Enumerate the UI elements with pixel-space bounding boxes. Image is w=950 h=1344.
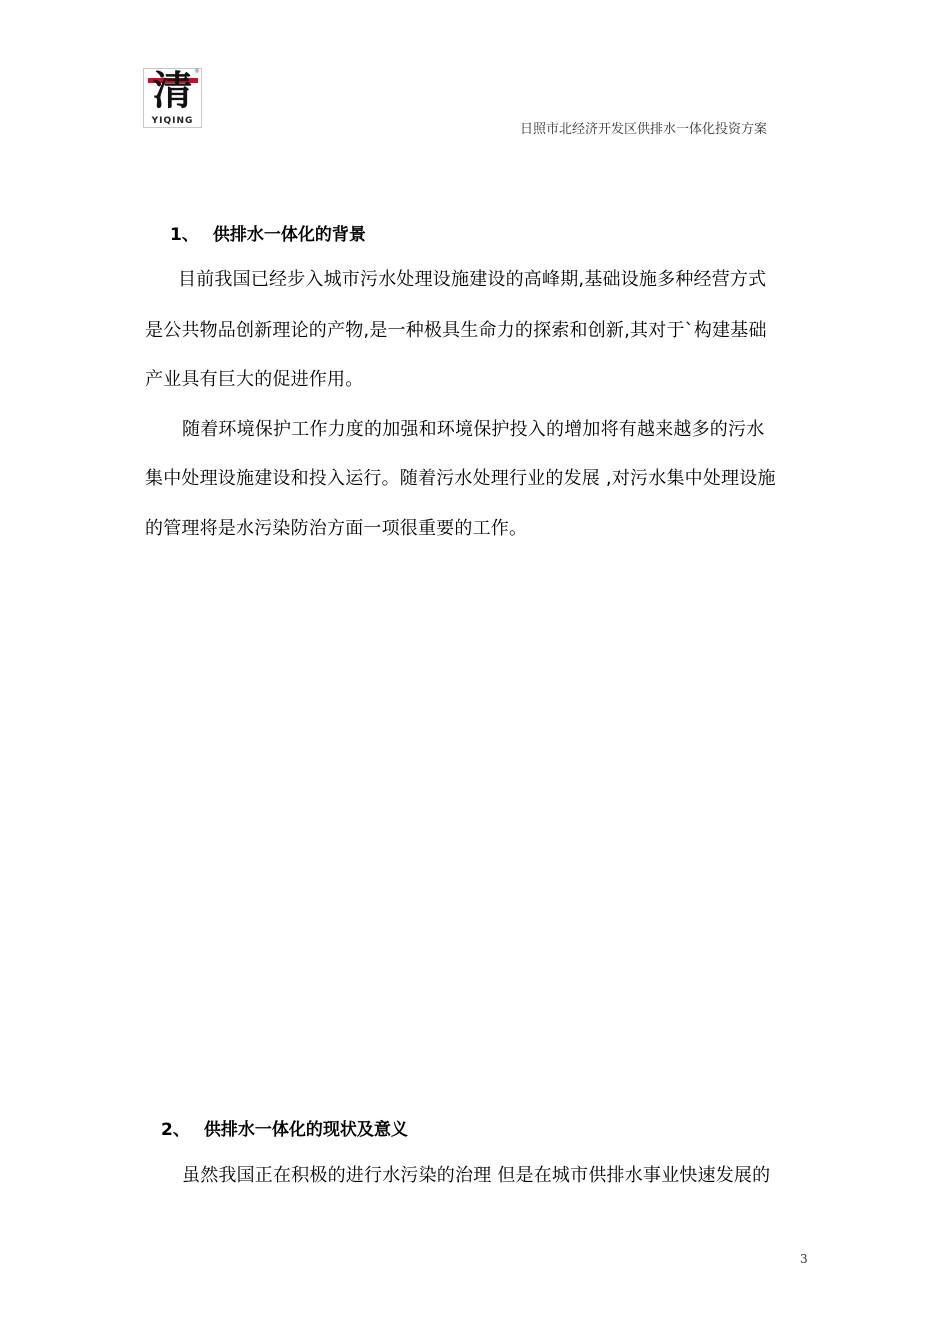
page-number: 3: [800, 1252, 808, 1266]
paragraph-line: 的管理将是水污染防治方面一项很重要的工作。: [145, 518, 528, 539]
company-logo: [143, 68, 202, 128]
section-2-title: 供排水一体化的现状及意义: [203, 1120, 408, 1140]
paragraph-line: 随着环境保护工作力度的加强和环境保护投入的增加将有越来越多的污水: [182, 419, 765, 440]
paragraph-line: 产业具有巨大的促进作用。: [145, 369, 364, 390]
section-2-number: 2、: [161, 1120, 190, 1140]
section-1-heading: [170, 220, 366, 245]
section-2-heading: [161, 1115, 408, 1140]
document-header-title: 日照市北经济开发区供排水一体化投资方案: [520, 122, 768, 137]
paragraph-line: 虽然我国正在积极的进行水污染的治理 但是在城市供排水事业快速发展的: [182, 1165, 771, 1186]
section-1-title: 供排水一体化的背景: [212, 225, 366, 245]
paragraph-line: 集中处理设施建设和投入运行。随着污水处理行业的发展 ,对污水集中处理设施: [145, 468, 776, 489]
section-1-number: 1、: [170, 225, 199, 245]
logo-registered-mark: ®: [194, 68, 200, 75]
logo-glyph: 清: [152, 68, 193, 114]
logo-text: YIQING: [151, 116, 194, 126]
paragraph-line: 目前我国已经步入城市污水处理设施建设的高峰期,基础设施多种经营方式: [178, 269, 767, 290]
paragraph-line: 是公共物品创新理论的产物,是一种极具生命力的探索和创新,其对于`构建基础: [145, 320, 767, 341]
